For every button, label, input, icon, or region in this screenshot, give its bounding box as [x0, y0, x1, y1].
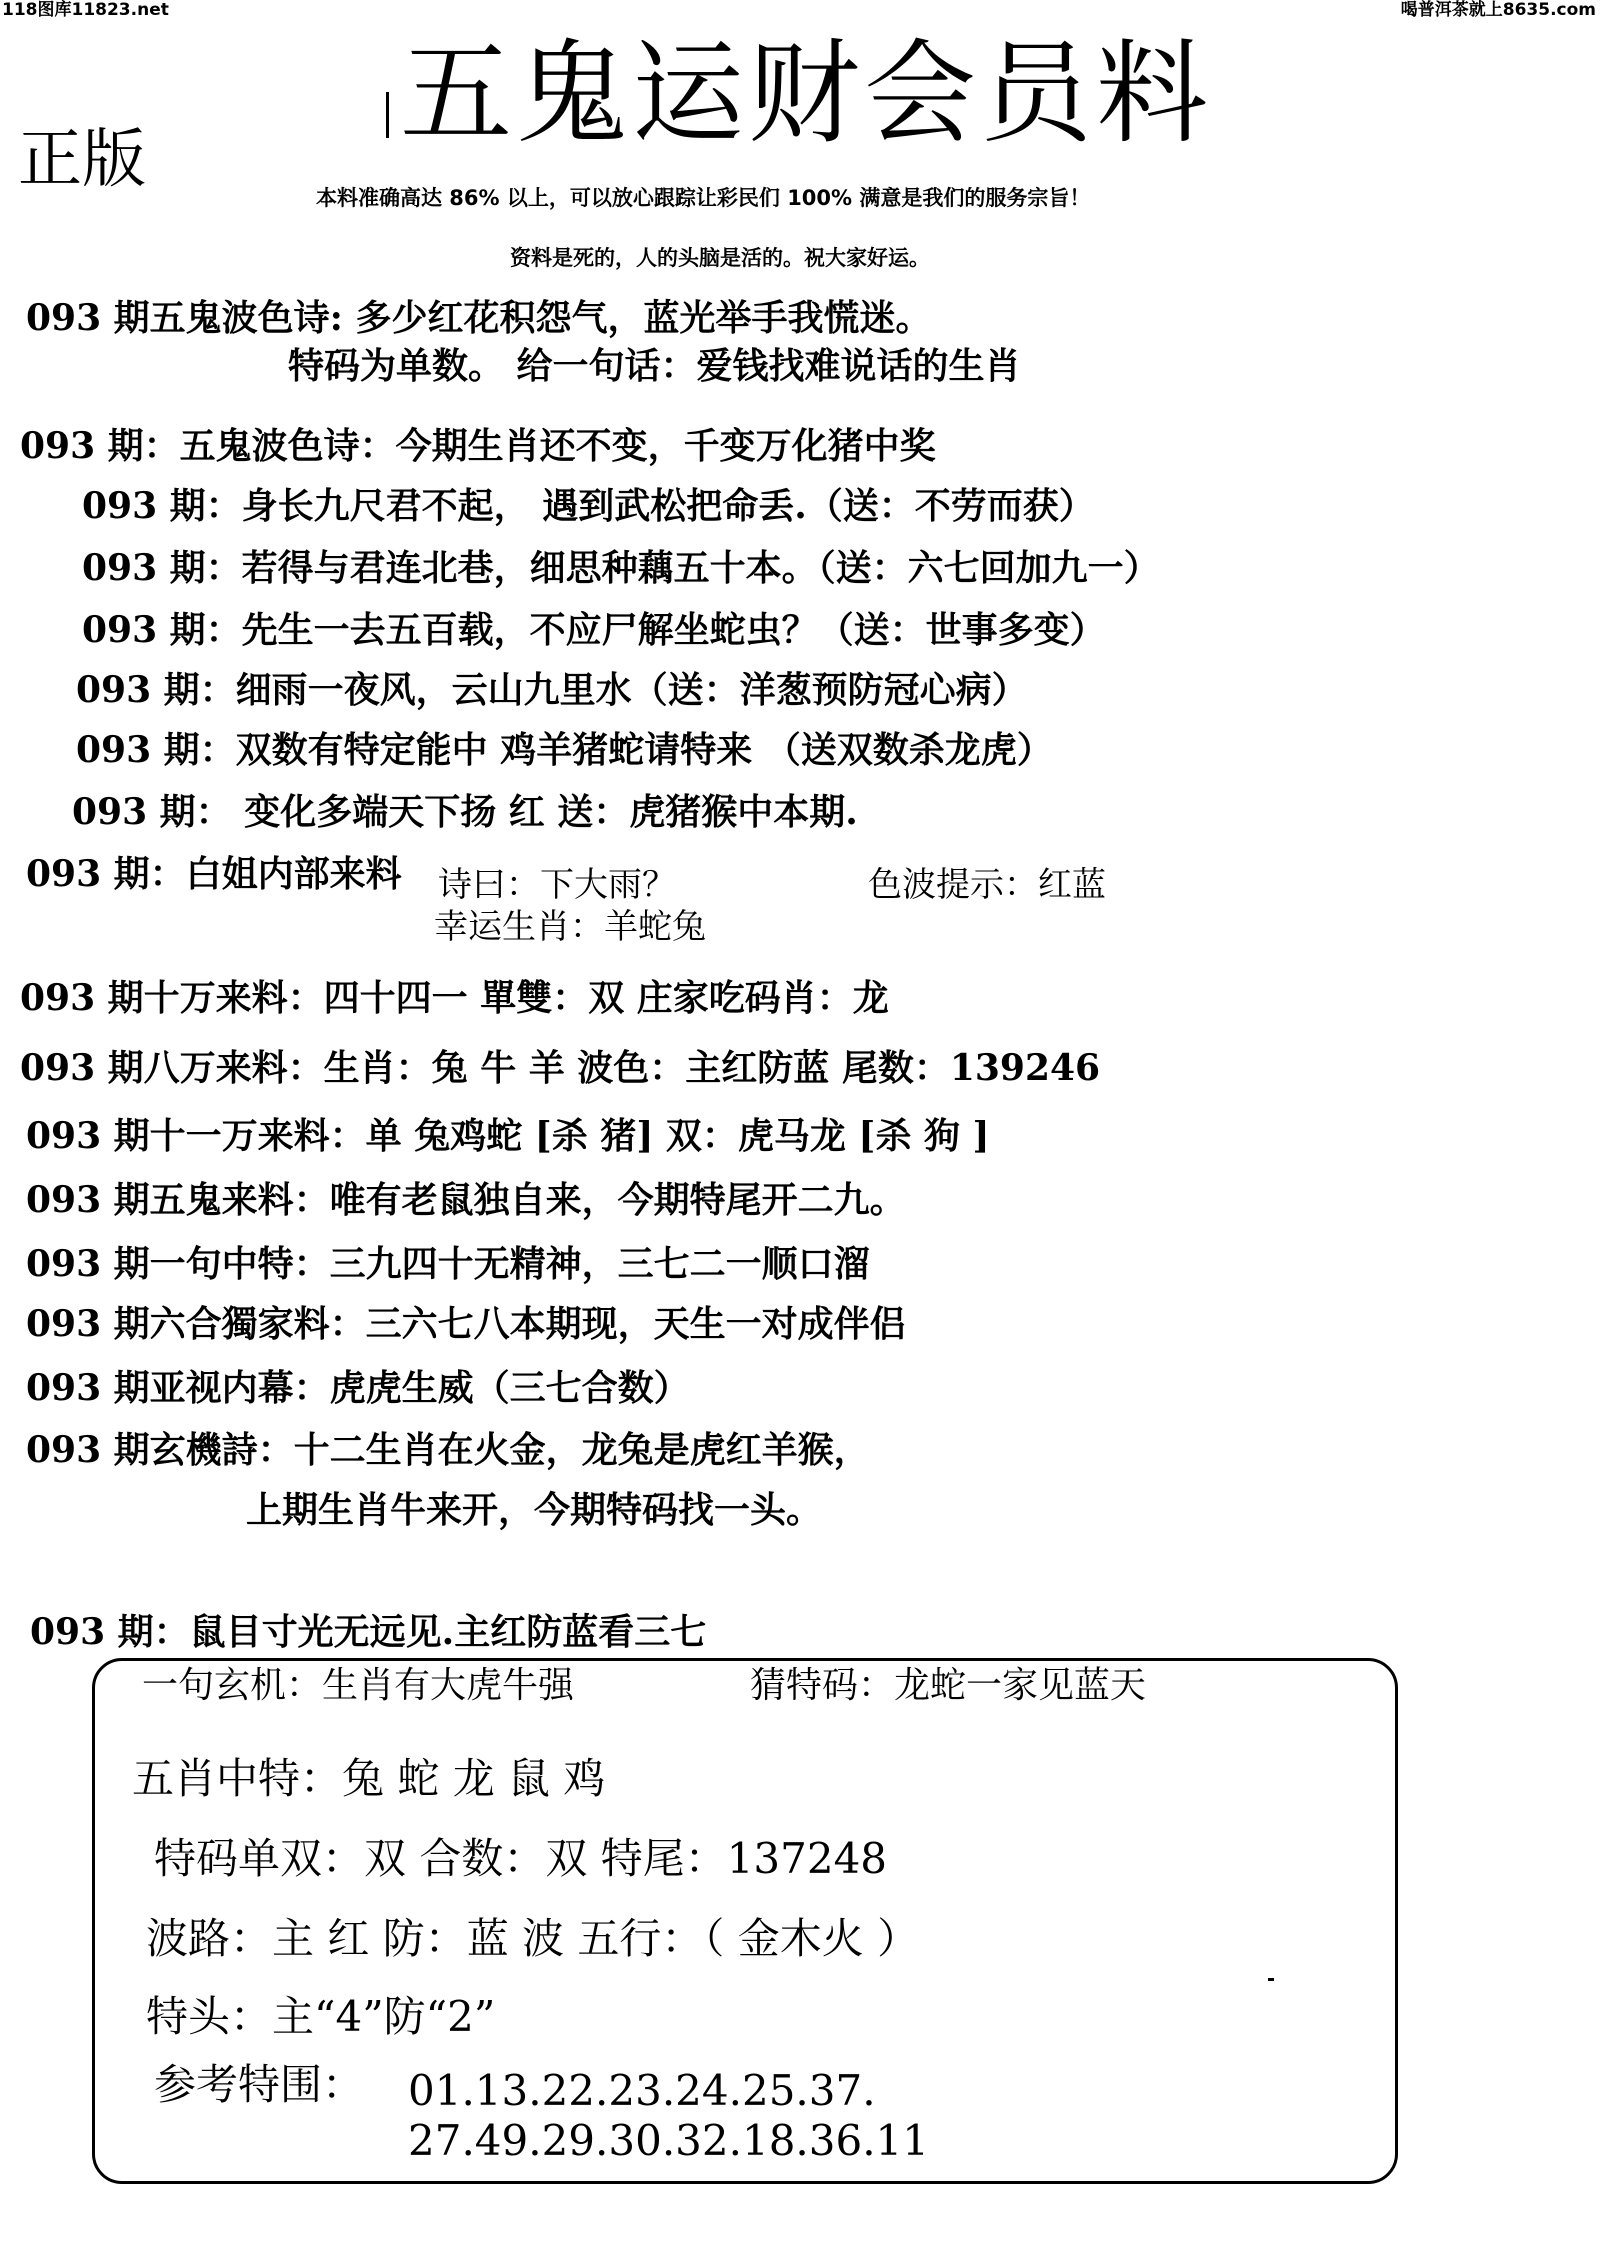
subtitle-luck: 资料是死的，人的头脑是活的。祝大家好运。 — [510, 246, 930, 270]
line-110k: 093 期十一万来料：单 兔鸡蛇 [杀 猪] 双：虎马龙 [杀 狗 ] — [26, 1115, 990, 1157]
box-ref-numbers-1: 01.13.22.23.24.25.37. — [408, 2066, 876, 2115]
line-rat: 093 期：鼠目寸光无远见.主红防蓝看三七 — [30, 1611, 707, 1653]
line-poem-2: 093 期：若得与君连北巷，细思种藕五十本。（送：六七回加九一） — [82, 547, 1160, 589]
line-baijie-wave: 色波提示：红蓝 — [868, 865, 1106, 905]
subtitle-accuracy: 本料准确高达 86% 以上，可以放心跟踪让彩民们 100% 满意是我们的服务宗旨！ — [316, 186, 1091, 210]
line-yashi: 093 期亚视内幕：虎虎生威（三七合数） — [26, 1367, 690, 1409]
box-five-zodiac: 五肖中特：兔 蛇 龙 鼠 鸡 — [132, 1754, 606, 1803]
line-xuanji-2: 上期生肖牛来开，今期特码找一头。 — [246, 1489, 823, 1531]
line-100k: 093 期十万来料：四十四一 單雙：双 庄家吃码肖：龙 — [20, 977, 889, 1019]
box-odd-even: 特码单双：双 合数：双 特尾：137248 — [154, 1834, 888, 1883]
line-baijie-lucky: 幸运生肖：羊蛇兔 — [434, 907, 706, 947]
box-wave-route: 波路：主 红 防：蓝 波 五行：（ 金木火 ） — [146, 1914, 920, 1963]
line-baijie: 093 期：白姐内部来料 — [26, 853, 402, 895]
line-80k: 093 期八万来料：生肖：兔 牛 羊 波色：主红防蓝 尾数：139246 — [20, 1047, 1101, 1089]
line-baijie-poem: 诗曰：下大雨？ — [438, 865, 676, 905]
line-wugui: 093 期五鬼来料：唯有老鼠独自来，今期特尾开二九。 — [26, 1179, 906, 1221]
line-odd-hint: 特码为单数。 给一句话：爱钱找难说话的生肖 — [288, 345, 1021, 387]
watermark-left: 118图库11823.net — [2, 0, 169, 20]
title-bar-mark — [386, 92, 389, 138]
line-poem-5: 093 期：双数有特定能中 鸡羊猪蛇请特来 （送双数杀龙虎） — [76, 729, 1053, 771]
line-poem-6: 093 期： 变化多端天下扬 红 送：虎猪猴中本期. — [72, 791, 858, 833]
line-wave-poem: 093 期五鬼波色诗: 多少红花积怨气，蓝光举手我慌迷。 — [26, 297, 932, 339]
line-poem-3: 093 期：先生一去五百载，不应尸解坐蛇虫？（送：世事多变） — [82, 609, 1106, 651]
box-head: 特头：主“4”防“2” — [146, 1992, 496, 2041]
line-one-sentence: 093 期一句中特：三九四十无精神，三七二一顺口溜 — [26, 1243, 870, 1285]
badge-zhengban: 正版 — [18, 123, 146, 197]
stray-dot — [1268, 1978, 1274, 1981]
line-poem-1: 093 期：身长九尺君不起， 遇到武松把命丢.（送：不劳而获） — [82, 485, 1095, 527]
line-poem-4: 093 期：细雨一夜风，云山九里水（送：洋葱预防冠心病） — [76, 669, 1028, 711]
box-guess: 猜特码：龙蛇一家见蓝天 — [750, 1665, 1147, 1706]
line-xuanji-1: 093 期玄機詩：十二生肖在火金，龙兔是虎红羊猴， — [26, 1429, 870, 1471]
line-pig-poem: 093 期：五鬼波色诗：今期生肖还不变，千变万化猪中奖 — [20, 425, 936, 467]
box-riddle: 一句玄机：生肖有大虎牛强 — [142, 1665, 575, 1706]
box-ref-label: 参考特围： — [154, 2060, 365, 2109]
page-title: 五鬼运财会员料 — [400, 29, 1212, 159]
line-liuhe: 093 期六合獨家料：三六七八本期现，天生一对成伴侣 — [26, 1303, 906, 1345]
box-ref-numbers-2: 27.49.29.30.32.18.36.11 — [408, 2116, 930, 2165]
watermark-right: 喝普洱茶就上8635.com — [1400, 0, 1596, 20]
